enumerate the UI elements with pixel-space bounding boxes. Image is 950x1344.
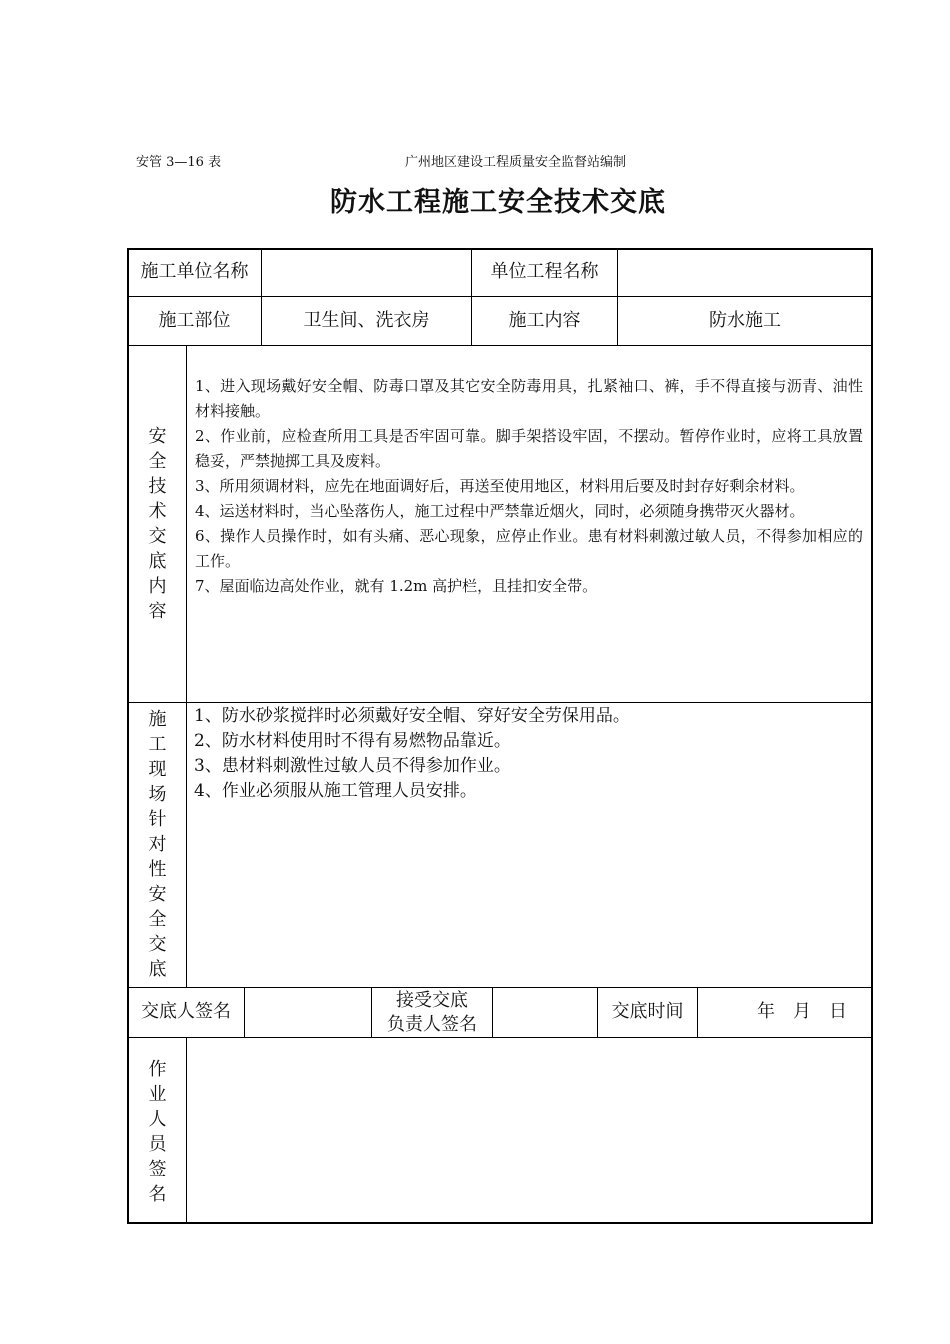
- content-label: 施工内容: [508, 309, 581, 331]
- time-label: 交底时间: [611, 1001, 684, 1023]
- safety-content: [195, 374, 863, 599]
- part-label: 施工部位: [158, 309, 231, 331]
- row-divider: [127, 702, 873, 703]
- receiver-signature-field[interactable]: [493, 988, 597, 1037]
- site-content: [194, 704, 864, 804]
- time-value-field[interactable]: 年 月 日: [757, 1001, 847, 1023]
- safety-item: 2、作业前，应检查所用工具是否牢固可靠。脚手架搭设牢固，不摆动。暂停作业时，应将工具放置稳妥，严禁抛掷工具及废料。: [195, 427, 863, 470]
- document-title: 防水工程施工安全技术交底: [330, 187, 666, 218]
- workers-signature-field[interactable]: [187, 1038, 872, 1223]
- site-item: 1、防水砂浆搅拌时必须戴好安全帽、穿好安全劳保用品。: [194, 706, 630, 726]
- site-item: 3、患材料刺激性过敏人员不得参加作业。: [194, 756, 511, 776]
- site-section-label: 施 工 现 场 针 对 性 安 全 交 底: [148, 709, 167, 980]
- unit-value-field[interactable]: [262, 249, 471, 296]
- safety-section-label: 安 全 技 术 交 底 内 容: [148, 426, 167, 622]
- site-item: 2、防水材料使用时不得有易燃物品靠近。: [194, 731, 511, 751]
- safety-item: 7、屋面临边高处作业，就有 1.2m 高护栏，且挂扣安全带。: [195, 577, 598, 595]
- form-code: 安管 3—16 表: [136, 155, 222, 170]
- safety-item: 1、进入现场戴好安全帽、防毒口罩及其它安全防毒用具，扎紧袖口、裤，手不得直接与沥青、油性材料接触。: [195, 377, 863, 420]
- row-divider: [127, 345, 873, 346]
- unit-label: 施工单位名称: [140, 261, 249, 283]
- safety-item: 3、所用须调材料，应先在地面调好后，再送至使用地区，材料用后要及时封存好剩余材料。: [195, 477, 805, 495]
- part-value[interactable]: 卫生间、洗衣房: [303, 309, 430, 331]
- giver-signature-field[interactable]: [245, 988, 371, 1037]
- project-value-field[interactable]: [618, 249, 872, 296]
- issuer: 广州地区建设工程质量安全监督站编制: [405, 155, 627, 170]
- giver-label: 交底人签名: [141, 1001, 231, 1023]
- receiver-label: 接受交底 负责人签名: [387, 989, 477, 1035]
- content-value[interactable]: 防水施工: [709, 309, 781, 331]
- project-label: 单位工程名称: [490, 261, 599, 283]
- safety-item: 6、操作人员操作时，如有头痛、恶心现象，应停止作业。患有材料刺激过敏人员，不得参加相应的工作。: [195, 527, 863, 570]
- workers-section-label: 作 业 人 员 签 名: [148, 1059, 167, 1205]
- safety-item: 4、运送材料时，当心坠落伤人，施工过程中严禁靠近烟火，同时，必须随身携带灭火器材。: [195, 502, 805, 520]
- site-item: 4、作业必须服从施工管理人员安排。: [194, 781, 477, 801]
